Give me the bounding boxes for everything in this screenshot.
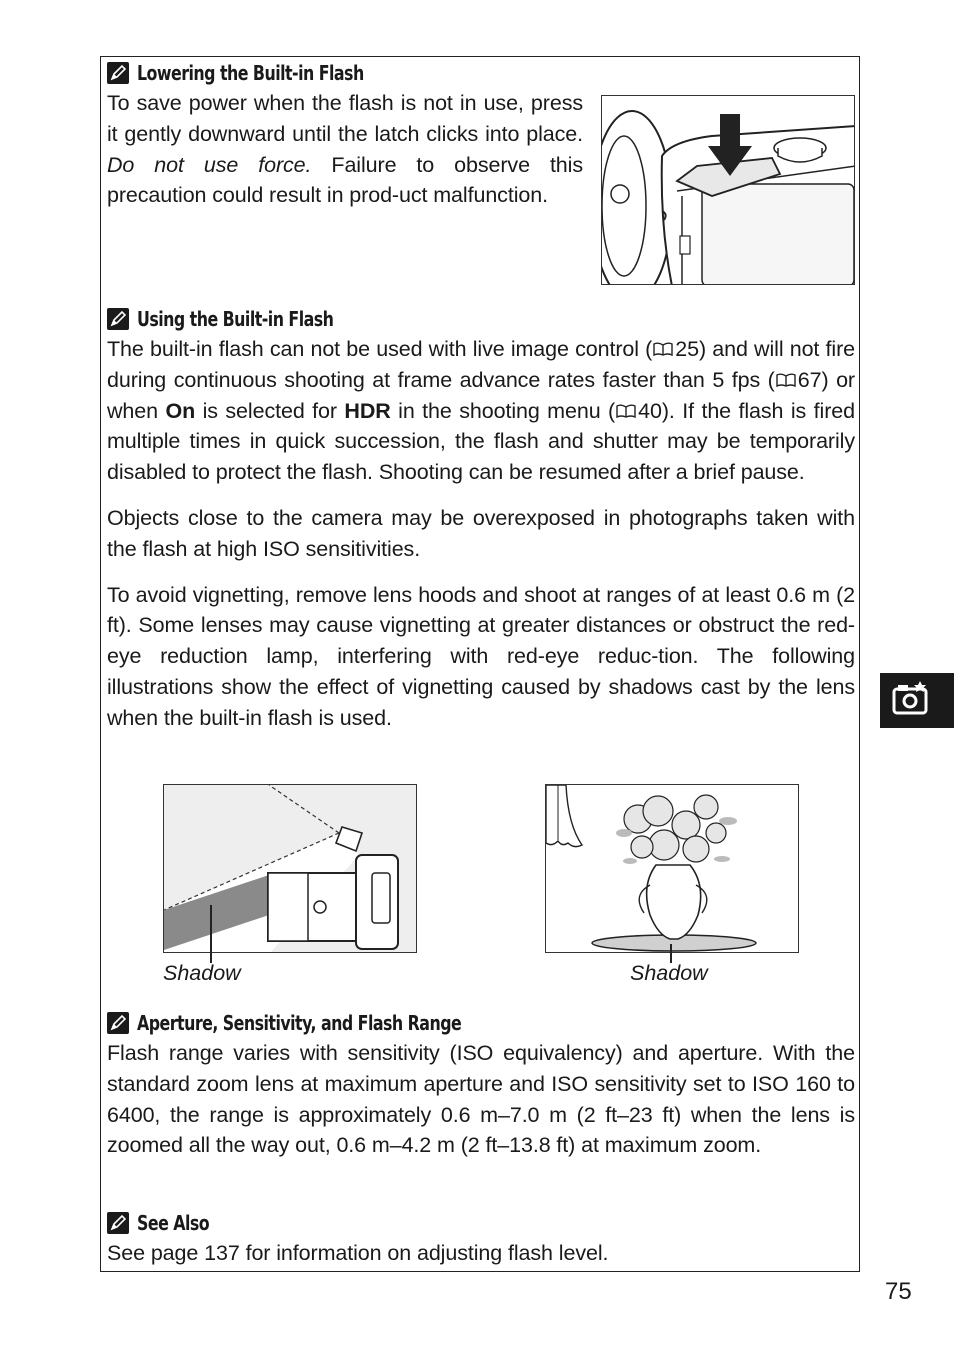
pencil-icon [107, 1012, 129, 1034]
section-see-also [107, 1210, 855, 1269]
book-ref-icon [653, 342, 673, 357]
shadow-caption-left: Shadow [163, 961, 241, 985]
section-aperture [107, 1010, 855, 1161]
section-heading [107, 1010, 855, 1036]
chapter-tab [880, 673, 954, 728]
pencil-icon [107, 1212, 129, 1234]
section-heading [107, 1210, 855, 1236]
shadow-pointer-left [210, 905, 212, 963]
using-paragraph-2: Objects close to the camera may be overexposed in photographs taken with the flash at high ISO sensitivities. [107, 505, 855, 561]
lowering-text: To save power when the flash is not in use, press it gently downward until the latch clicks into place. Do not use force. Failure to observe this precaution could result in prod-uct malfunction. [107, 91, 583, 208]
heading-text: Lowering the Built-in Flash [137, 61, 364, 85]
page-number: 75 [885, 1278, 912, 1305]
option-hdr: HDR [344, 398, 391, 423]
see-also-text: See page 137 for information on adjusting flash level. [107, 1241, 609, 1265]
option-on: On [165, 398, 196, 423]
using-paragraph-1: The built-in flash can not be used with live image control ( 25) and will not fire during continuous shooting at frame advance rates faster than 5 fps ( 67) or when On is selected for HDR in the shooting menu ( 40). If the flash is fired multiple times in quick succession, the flash and shutter may be temporarily disabled to protect the flash. Shooting can be resumed after a brief pause. [107, 337, 856, 485]
heading-text: Using the Built-in Flash [137, 307, 334, 331]
pencil-icon [107, 62, 129, 84]
section-heading [107, 60, 855, 86]
section-using-flash [107, 306, 855, 734]
vase-shadow-illustration [545, 784, 799, 953]
book-ref-icon [776, 373, 796, 388]
heading-text: Aperture, Sensitivity, and Flash Range [137, 1011, 462, 1035]
warning-italic: Do not use force. [107, 152, 312, 177]
camera-flash-illustration [601, 95, 855, 285]
camera-flash-icon [880, 673, 954, 728]
book-ref-icon [616, 404, 636, 419]
lens-shadow-illustration [163, 784, 417, 953]
pencil-icon [107, 308, 129, 330]
using-paragraph-3: To avoid vignetting, remove lens hoods and shoot at ranges of at least 0.6 m (2 ft). Some lenses may cause vignetting at greater distances or obstruct the red-eye reduction lamp, interfering with red-eye reduc-tion. The following illustrations show the effect of vignetting caused by shadows cast by the lens when the built-in flash is used. [107, 582, 855, 730]
shadow-caption-right: Shadow [630, 961, 708, 985]
heading-text: See Also [137, 1211, 210, 1235]
section-heading [107, 306, 855, 332]
aperture-text: Flash range varies with sensitivity (ISO equivalency) and aperture. With the standard zoom lens at maximum aperture and ISO sensitivity set to ISO 160 to 6400, the range is approximately 0.6 m–7.0 m (2 ft–23 ft) when the lens is zoomed all the way out, 0.6 m–4.2 m (2 ft–13.8 ft) at maximum zoom. [107, 1041, 855, 1158]
